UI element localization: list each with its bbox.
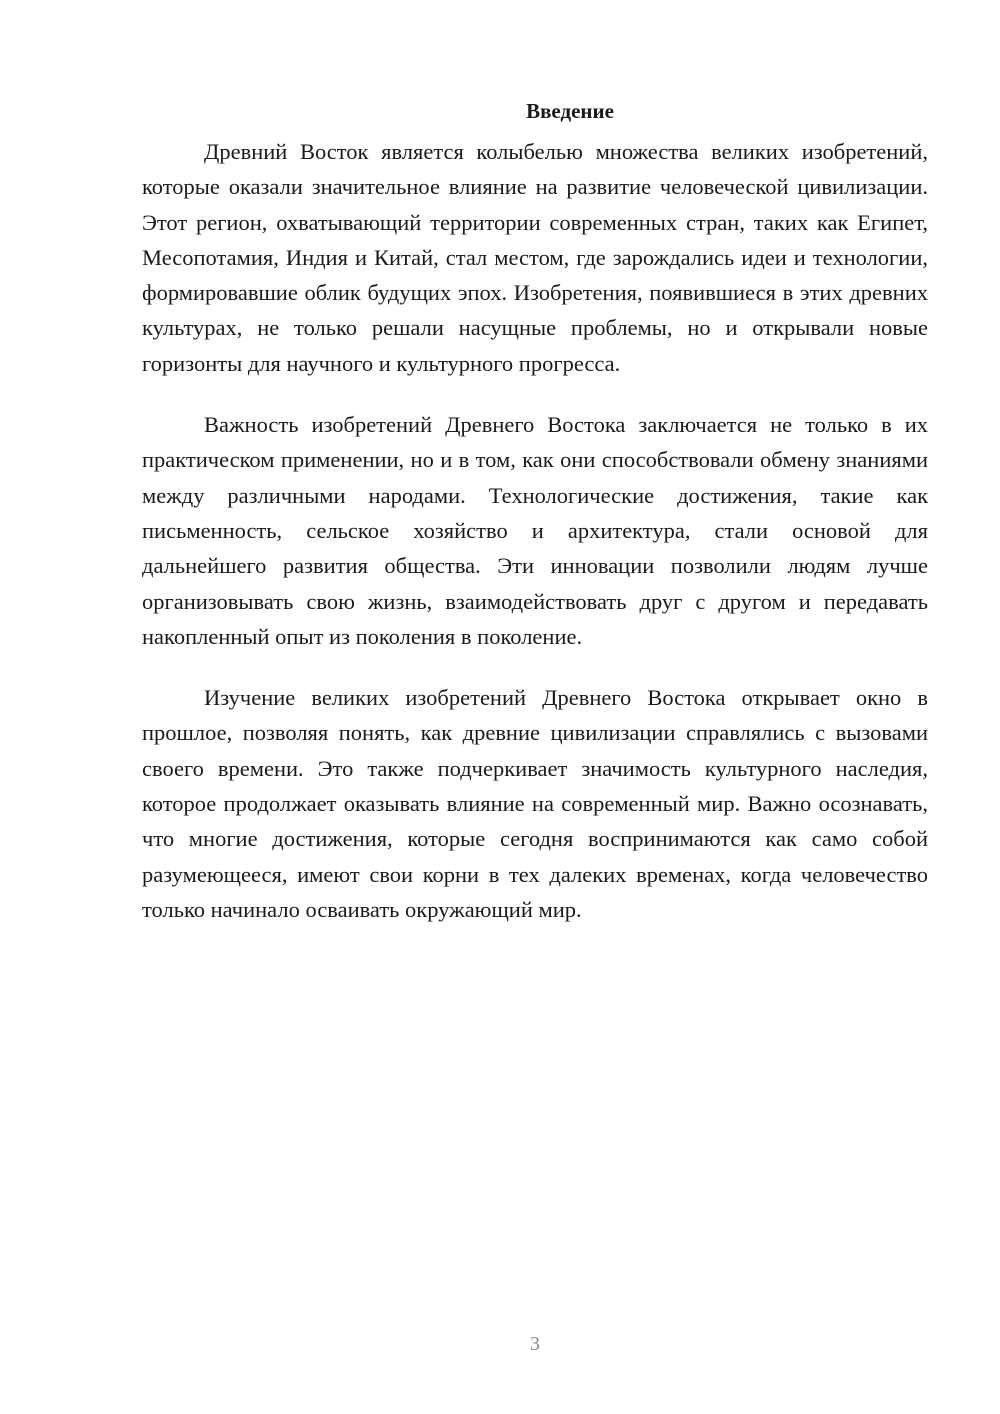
page-number: 3 [530, 1333, 540, 1355]
paragraph-1: Древний Восток является колыбелью множества великих изобретений, которые оказали значительное влияние на развитие человеческой цивилизации. Этот регион, охватывающий территории современных стран, таких как Египет, Месопотамия, Индия и Китай, стал местом, где зарождались идеи и технологии, формировавшие облик будущих эпох. Изобретения, появившиеся в этих древних культурах, не только решали насущные проблемы, но и открывали новые горизонты для научного и культурного прогресса. [142, 139, 928, 376]
paragraph-2: Важность изобретений Древнего Востока заключается не только в их практическом применении, но и в том, как они способствовали обмену знаниями между различными народами. Технологические достижения, такие как письменность, сельское хозяйство и архитектура, стали основой для дальнейшего развития общества. Эти инновации позволили людям лучше организовывать свою жизнь, взаимодействовать друг с другом и передавать накопленный опыт из поколения в поколение. [142, 412, 928, 649]
page-content [142, 94, 928, 953]
section-title: Введение [526, 99, 614, 123]
paragraph-3: Изучение великих изобретений Древнего Востока открывает окно в прошлое, позволяя понять, как древние цивилизации справлялись с вызовами своего времени. Это также подчеркивает значимость культурного наследия, которое продолжает оказывать влияние на современный мир. Важно осознавать, что многие достижения, которые сегодня воспринимаются как само собой разумеющееся, имеют свои корни в тех далеких временах, когда человечество только начинало осваивать окружающий мир. [142, 685, 928, 922]
